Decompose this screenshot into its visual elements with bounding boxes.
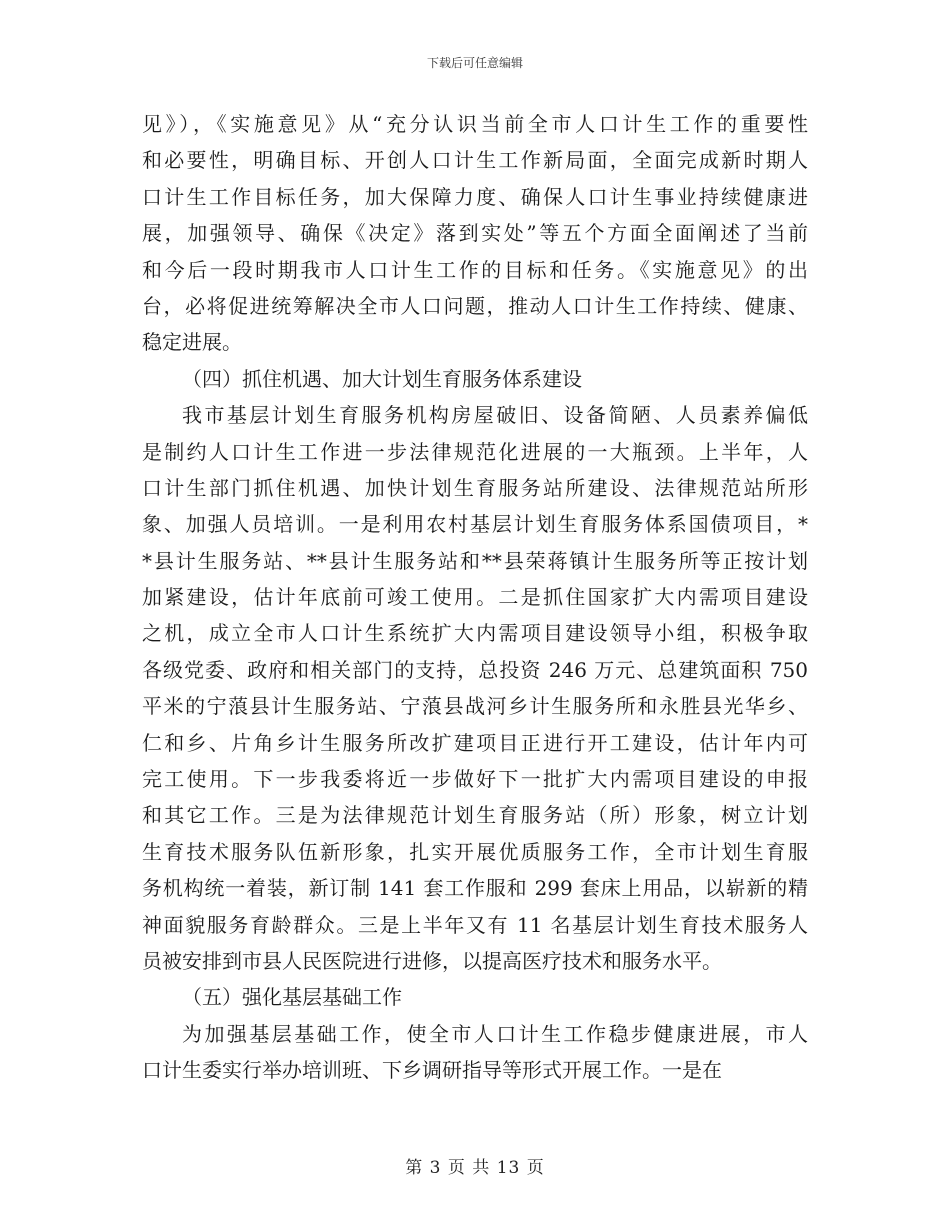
page-number: 第 3 页 共 13 页 <box>405 1158 545 1178</box>
text-line: 是制约人口计生工作进一步法律规范化进展的一大瓶颈。上半年，人 <box>142 439 808 464</box>
page-header-note: 下载后可任意编辑 <box>426 56 523 70</box>
text-line: 务机构统一着装，新订制 141 套工作服和 299 套床上用品，以崭新的精 <box>142 876 808 901</box>
text-line: 展，加强领导、确保《决定》落到实处”等五个方面全面阐述了当前 <box>142 221 808 246</box>
text-line: 仁和乡、片角乡计生服务所改扩建项目正进行开工建设，估计年内可 <box>142 730 808 755</box>
text-line: 之机，成立全市人口计生系统扩大内需项目建设领导小组，积极争取 <box>142 621 808 646</box>
text-line: 神面貌服务育龄群众。三是上半年又有 11 名基层计划生育技术服务人 <box>142 912 808 937</box>
text-line: 各级党委、政府和相关部门的支持，总投资 246 万元、总建筑面积 750 <box>142 657 808 682</box>
text-line: 员被安排到市县人民医院进行进修，以提高医疗技术和服务水平。 <box>142 948 722 973</box>
text-line: 完工使用。下一步我委将近一步做好下一批扩大内需项目建设的申报 <box>142 767 808 792</box>
text-line: 和必要性，明确目标、开创人口计生工作新局面，全面完成新时期人 <box>142 148 808 173</box>
text-line: 生育技术服务队伍新形象，扎实开展优质服务工作，全市计划生育服 <box>142 839 808 864</box>
paragraph-first-line: 我市基层计划生育服务机构房屋破旧、设备简陋、人员素养偏低 <box>182 403 808 428</box>
text-line: 和今后一段时期我市人口计生工作的目标和任务。《实施意见》的出 <box>142 257 808 282</box>
text-line: 口计生工作目标任务，加大保障力度、确保人口计生事业持续健康进 <box>142 184 808 209</box>
section-heading: （五）强化基层基础工作 <box>182 985 402 1010</box>
text-line: 台，必将促进统筹解决全市人口问题，推动人口计生工作持续、健康、 <box>142 293 808 318</box>
text-line: 稳定进展。 <box>142 330 242 355</box>
text-line: 见》），《实施意见》从“充分认识当前全市人口计生工作的重要性 <box>142 112 808 136</box>
document-body <box>142 106 808 1089</box>
text-line: 口计生委实行举办培训班、下乡调研指导等形式开展工作。一是在 <box>142 1058 722 1083</box>
text-line: 口计生部门抓住机遇、加快计划生育服务站所建设、法律规范站所形 <box>142 475 808 500</box>
section-heading: （四）抓住机遇、加大计划生育服务体系建设 <box>182 366 582 391</box>
text-line: 平米的宁蒗县计生服务站、宁蒗县战河乡计生服务所和永胜县光华乡、 <box>142 694 808 719</box>
text-line: 和其它工作。三是为法律规范计划生育服务站（所）形象，树立计划 <box>142 803 808 828</box>
text-line: 加紧建设，估计年底前可竣工使用。二是抓住国家扩大内需项目建设 <box>142 585 808 610</box>
paragraph-first-line: 为加强基层基础工作，使全市人口计生工作稳步健康进展，市人 <box>182 1021 808 1046</box>
text-line: 象、加强人员培训。一是利用农村基层计划生育服务体系国债项目，* <box>142 512 808 537</box>
text-line: *县计生服务站、**县计生服务站和**县荣蒋镇计生服务所等正按计划 <box>142 548 808 573</box>
